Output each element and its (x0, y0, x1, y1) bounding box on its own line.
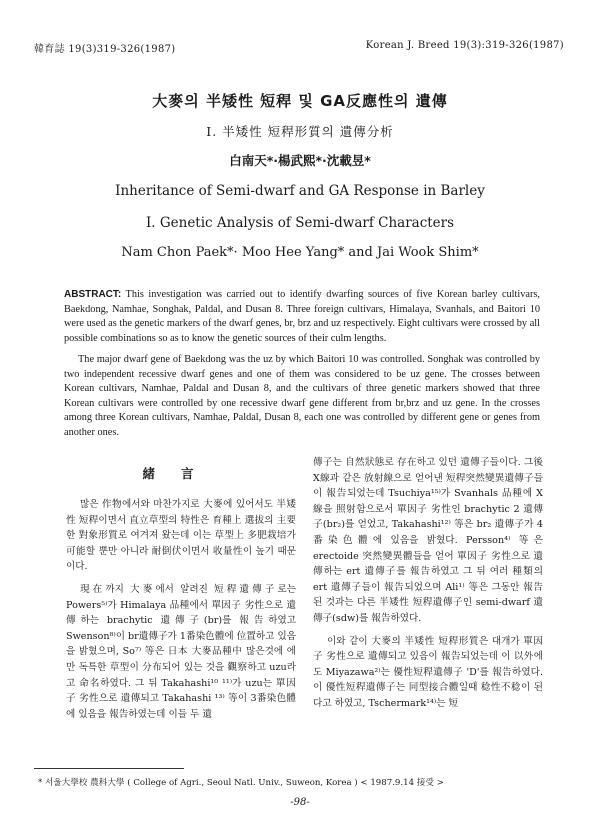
page-number: -98- (290, 797, 310, 808)
body-left-column (66, 497, 296, 722)
section-heading-introduction: 緒言 (142, 466, 220, 481)
authors-korean: 白南天*·楊武熙*·沈載昱* (229, 153, 371, 168)
abstract-text-1: This investigation was carried out to identify dwarfing sources of five Korean barley cultivars, Baekdong, Namhae, Songhak, Paldal, and Dusan 8. Three foreign cultivars, Himalaya, Svanhals, and Baitori 10 were used as the genetic markers of the dwarf genes, br, brz and uz respectively. Eight cultivars were crossed by all possible combinations so as to know the genetic sources of their culm lengths. (64, 289, 540, 344)
abstract-paragraph-2: The major dwarf gene of Baekdong was the uz by which Baitori 10 was controlled. Songhak was controlled by two independent recessive dwarf genes and one of them was considered to be uz gene. The crosses between Korean cultivars, Namhae, Paldal and Dusan 8, and the cultivars of three genetic markers showed that three Korean cultivars were controlled by one recessive dwarf gene different from br,brz and uz gene. In the crosses among three Korean cultivars, Namhae, Paldal, Dusan 8, each one was controlled by different gene or genes from another ones. (64, 354, 540, 438)
paper-subtitle-korean: I. 半矮性 短稈形質의 遺傳分析 (206, 124, 394, 139)
authors-english: Nam Chon Paek*· Moo Hee Yang* and Jai Wook Shim* (121, 245, 479, 260)
footnote-divider (34, 768, 184, 769)
paper-title-english: Inheritance of Semi-dwarf and GA Response in Barley (115, 183, 485, 199)
body-right-column (313, 455, 543, 712)
abstract-label: ABSTRACT: (64, 289, 122, 300)
body-paragraph: 많은 作物에서와 마찬가지로 大麥에 있어서도 半矮性 短稈이면서 直立草型의 特性은 育種上 選拔의 主要한 對象形質로 여겨져 왔는데 이는 草型上 多肥栽培가 可能할 뿐만 아니라 耐倒伏이면서 收量性이 높기 때문이다. (66, 499, 296, 573)
abstract-paragraph-1 (64, 288, 540, 346)
body-paragraph: 傳子는 自然狀態로 存在하고 있던 遺傳子들이다. 그後 X線과 같은 放射線으로 얻어낸 短稈突然變異遺傳子들이 報告되었는데 Tsuchiya¹⁵⁾가 Svanhals 品種에 X線을 照射함으로서 單因子 劣性인 brachytic 2 遺傳子(br₂)를 얻었고, Takahashi¹²⁾ 等은 br₂ 遺傳子가 4番染色體에 있음을 밝혔다. Persson⁴⁾ 等은 erectoide 突然變異體들을 얻어 單因子 劣性으로 遺傳하는 ert 遺傳子를 報告하였고 그 뒤 여러 種類의 ert 遺傳子들이 報告되었으며 Ali¹⁾ 等은 그동안 報告된 것과는 다른 半矮性 短稈遺傳子인 semi-dwarf 遺傳子(sdw)를 報告하였다. (313, 457, 543, 624)
body-paragraph: 이와 같이 大麥의 半矮性 短稈形質은 대개가 單因子 劣性으로 遺傳되고 있음이 報告되었는데 이 以外에도 Miyazawa²⁾는 優性短稈遺傳子 'D'를 報告하였다. 이 優性短稈遺傳子는 同型接合體일때 稔性不稔이 된다고 하였고, Tschermark¹⁴⁾는 短 (313, 635, 543, 709)
journal-citation-english: Korean J. Breed 19(3):319-326(1987) (365, 40, 564, 51)
body-paragraph: 現在까지 大麥에서 알려진 短稈遺傳子로는 Powers⁵⁾가 Himalaya 品種에서 單因子 劣性으로 遺傳하는 brachytic 遺傳子(br)를 報告하였고 Swenson⁸⁾이 br遺傳子가 1番染色體에 位置하고 있음을 밝혔으며, So⁷⁾ 等은 日本 大麥品種中 많은것에 에만 독특한 草型이 分布되어 있는 것을 觀察하고 uzu라고 命名하였다. 그 뒤 Takahashi¹⁰ ¹¹⁾가 uzu는 單因子 劣性으로 遺傳되고 Takahashi ¹³⁾ 等이 3番染色體에 있음을 報告하였는데 이들 두 遺 (66, 583, 296, 720)
paper-title-korean: 大麥의 半矮性 短稈 및 GA反應性의 遺傳 (152, 92, 448, 110)
footnote-affiliation: * 서울大學校 農科大學 ( College of Agri., Seoul Natl. Univ., Suweon, Korea ) < 1987.9.14 接受 > (38, 778, 444, 788)
journal-citation-korean: 韓育誌 19(3)319-326(1987) (34, 44, 176, 55)
paper-subtitle-english: I. Genetic Analysis of Semi-dwarf Characters (145, 215, 455, 231)
